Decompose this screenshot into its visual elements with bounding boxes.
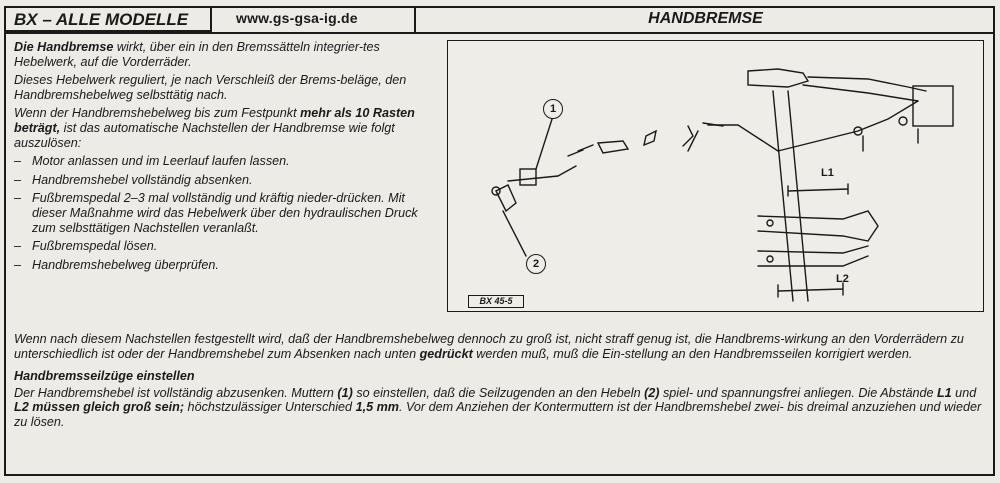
model-label: BX – ALLE MODELLE: [4, 6, 212, 32]
intro-column: [14, 40, 438, 276]
procedure-steps: [14, 154, 438, 272]
correction-emphasis: gedrückt: [419, 346, 473, 361]
cable-link: [644, 131, 656, 145]
ref-L2-rule: L2 müssen gleich groß sein;: [14, 400, 185, 415]
max-difference: 1,5 mm: [355, 400, 399, 415]
adjusting-nut: [520, 169, 536, 185]
lever-grip: [748, 69, 808, 87]
intro-text-1: wirkt, über ein in den Bremssätteln integrier-tes Hebelwerk, auf die Vorderräder.: [14, 40, 380, 69]
cable-text: . Vor dem Anziehen der Kontermuttern ist der Handbremshebel zwei- bis dreimal anzuziehen und wieder zu lösen.: [14, 400, 982, 429]
intro-text-3b: ist das automatische Nachstellen der Handbremse wie folgt auszulösen:: [14, 120, 395, 150]
ref-lever: (2): [644, 385, 660, 400]
intro-text-3a: Wenn der Handbremshebelweg bis zum Festpunkt: [14, 106, 301, 121]
cable-text: höchstzulässiger Unterschied: [184, 400, 356, 415]
guide-rails: [773, 91, 808, 301]
ref-nut: (1): [337, 385, 353, 400]
header: [4, 6, 995, 34]
page-title: HANDBREMSE: [648, 10, 763, 27]
website-url: www.gs-gsa-ig.de: [236, 10, 358, 26]
cable-text: spiel- und spannungsfrei anliegen. Die Abstände: [659, 385, 937, 400]
correction-paragraph: [14, 332, 989, 361]
label-L2: L2: [836, 273, 849, 285]
step-item: – Handbremshebel vollständig absenken.: [14, 173, 438, 188]
cable-text: und: [951, 385, 977, 400]
diagram-drawing: [448, 41, 985, 313]
lower-linkage: [758, 211, 878, 241]
correction-text-a: Wenn nach diesem Nachstellen festgestellt wird, daß der Handbremshebelweg dennoch zu groß ist, nicht straff genug ist, die Handbrems-wirkung an den Vorderrädern zu unterschiedlich ist oder der Handbremshebel zum Absenken nach unten: [14, 332, 964, 361]
cable-text: Der Handbremshebel ist vollständig abzusenken. Muttern: [14, 385, 338, 400]
dimension-L2: [778, 283, 843, 297]
handbrake-diagram: [447, 40, 984, 312]
intro-paragraph-3: [14, 106, 438, 150]
lever-housing: [913, 86, 953, 126]
correction-text-b: werden muß, muß die Ein-stellung an den Handbremsseilen korrigiert werden.: [472, 346, 913, 361]
adjuster-rod: [508, 176, 558, 181]
intro-threshold: mehr als 10 Rasten beträgt,: [14, 106, 415, 135]
intro-paragraph-1: [14, 40, 438, 69]
figure-code: BX 45-5: [468, 295, 524, 308]
intro-paragraph-2: Dieses Hebelwerk reguliert, je nach Verschleiß der Brems-beläge, den Handbremshebelweg selbsttätig nach.: [14, 73, 407, 102]
label-L1: L1: [821, 167, 834, 179]
cable-adjust-paragraph: [14, 386, 989, 430]
cable-text: so einstellen, daß die Seilzugenden an den Hebeln: [352, 385, 645, 400]
step-item: – Motor anlassen und im Leerlauf laufen lassen.: [14, 154, 438, 169]
lower-text: [14, 332, 989, 436]
callout-lever: 2: [526, 254, 546, 274]
section-heading: Handbremsseilzüge einstellen: [14, 369, 195, 384]
cable-clip: [683, 126, 698, 151]
step-item: – Fußbremspedal lösen.: [14, 239, 438, 254]
step-item: – Fußbremspedal 2–3 mal vollständig und kräftig nieder-drücken. Mit dieser Maßnahme wird das Hebelwerk über den hydraulischen Druck zum selbsttätigen Nachstellen veranlaßt.: [14, 191, 438, 235]
step-item: – Handbremshebelweg überprüfen.: [14, 258, 438, 273]
intro-term: Die Handbremse: [14, 40, 114, 54]
callout-nut: 1: [543, 99, 563, 119]
ref-L1: L1: [936, 385, 952, 400]
